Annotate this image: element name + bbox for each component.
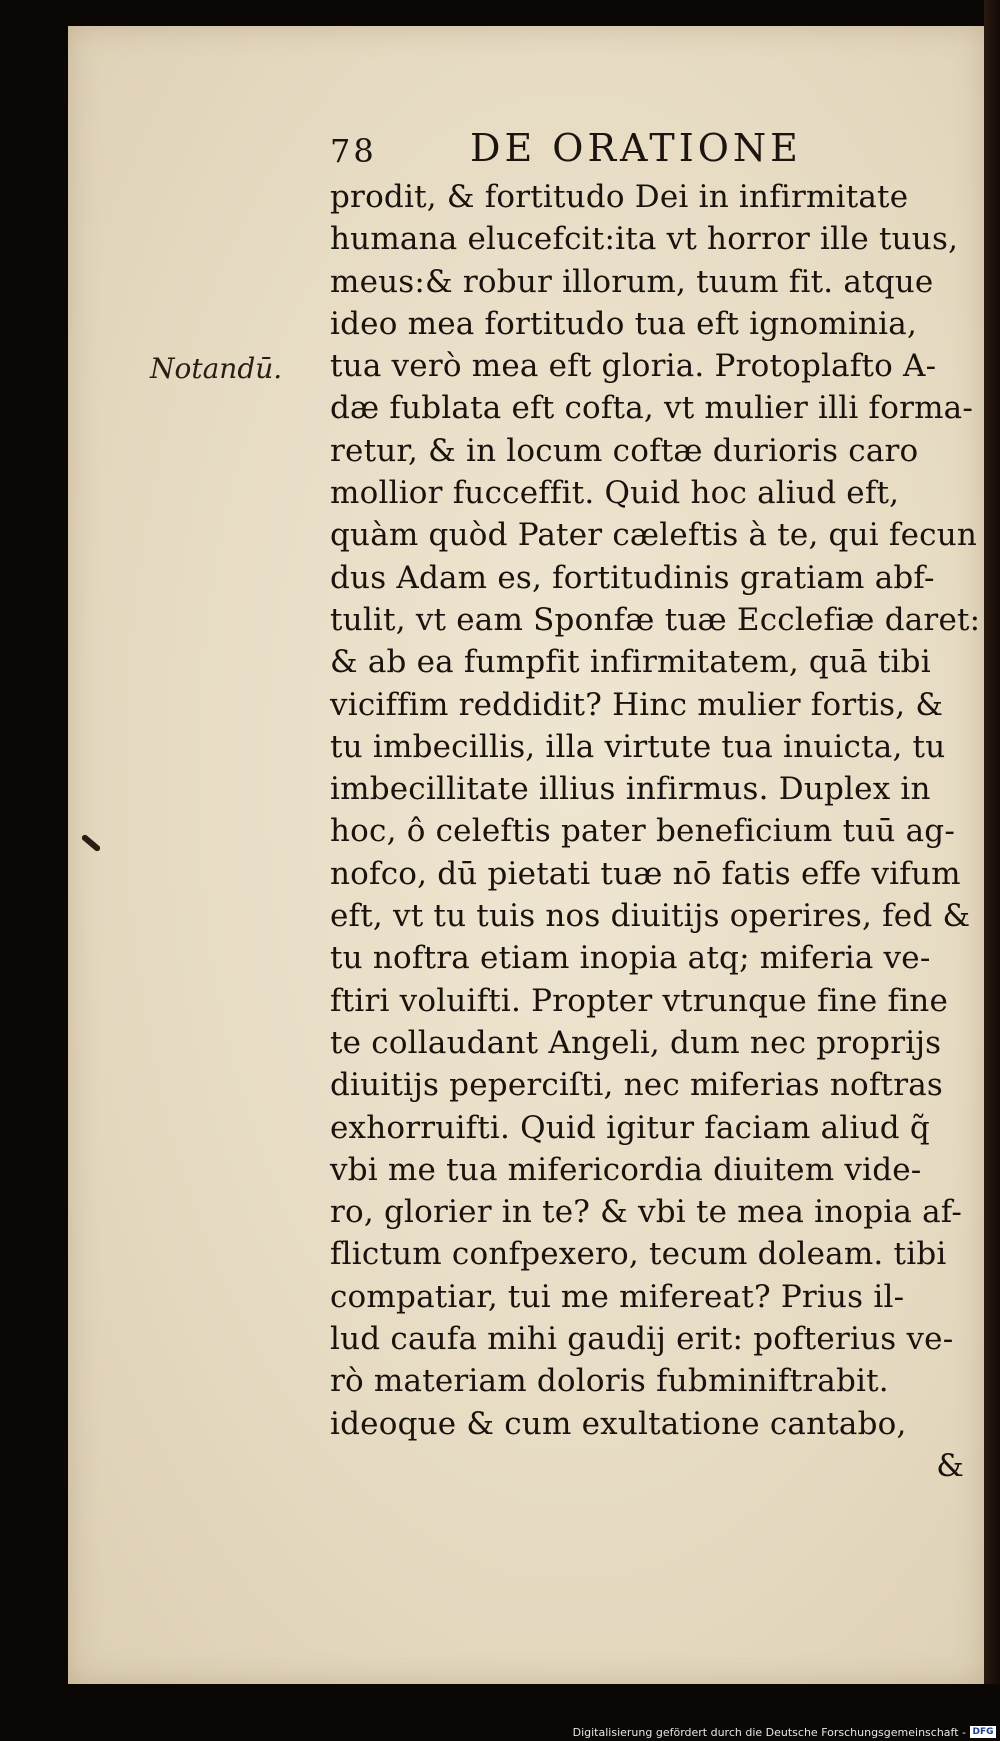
running-title: DE ORATIONE (470, 126, 802, 170)
digitization-credit: Digitalisierung gefördert durch die Deutsche Forschungsgemeinschaft - (572, 1726, 966, 1739)
text-line: tulit, vt eam Sponfæ tuæ Ecclefiæ daret: (330, 601, 981, 638)
text-line: lud caufa mihi gaudij erit: pofterius ve- (330, 1321, 954, 1358)
text-line: prodit, & fortitudo Dei in infirmitate (330, 179, 909, 215)
page-number: 78 (330, 132, 377, 170)
text-line: quàm quòd Pater cæleftis à te, qui fecun (330, 517, 978, 554)
text-line: tu imbecillis, illa virtute tua inuicta, tu (330, 728, 946, 765)
book-spine-edge (984, 0, 1000, 1741)
text-line: ftiri voluifti. Propter vtrunque fine fine (330, 982, 949, 1019)
text-line: tu noftra etiam inopia atq; miferia ve- (330, 940, 931, 977)
text-line: hoc, ô celeftis pater beneficium tuū ag- (330, 813, 956, 850)
text-line: dæ fublata eft cofta, vt mulier illi forma- (330, 390, 974, 427)
text-line: ro, glorier in te? & vbi te mea inopia af- (330, 1194, 963, 1231)
text-line: te collaudant Angeli, dum nec proprijs (330, 1024, 942, 1061)
body-text (330, 176, 981, 1487)
text-line: mollior fucceffit. Quid hoc aliud eft, (330, 475, 900, 512)
text-line: ideoque & cum exultatione cantabo, (330, 1405, 907, 1442)
text-line: ideo mea fortitudo tua eft ignominia, (330, 305, 918, 342)
text-line: & ab ea fumpfit infirmitatem, quā tibi (330, 644, 931, 681)
text-line: tua verò mea eft gloria. Protoplafto A- (330, 348, 937, 385)
text-line: nofco, dū pietati tuæ nō fatis effe vifum (330, 855, 961, 892)
text-line: compatiar, tui me mifereat? Prius il- (330, 1278, 905, 1315)
text-line: retur, & in locum coftæ durioris caro (330, 432, 919, 469)
page-bottom-edge (60, 1684, 1000, 1724)
running-header (330, 126, 970, 174)
dfg-logo-icon: DFG (970, 1726, 996, 1738)
text-line: flictum confpexero, tecum doleam. tibi (330, 1236, 947, 1273)
text-line: meus:& robur illorum, tuum fit. atque (330, 263, 934, 300)
margin-note: Notandū. (150, 352, 283, 385)
text-line: rò materiam doloris fubminiftrabit. (330, 1363, 889, 1400)
text-line: imbecillitate illius infirmus. Duplex in (330, 771, 931, 808)
text-line: dus Adam es, fortitudinis gratiam abf- (330, 559, 935, 596)
text-line: exhorruifti. Quid igitur faciam aliud q̃ (330, 1109, 930, 1146)
text-line: humana elucefcit:ita vt horror ille tuus, (330, 221, 959, 258)
text-line: eft, vt tu tuis nos diuitijs operires, fed & (330, 898, 971, 935)
text-line: viciffim reddidit? Hinc mulier fortis, & (330, 686, 944, 723)
catchword: & (936, 1447, 964, 1484)
text-line: diuitijs peperciſti, nec miferias noftras (330, 1067, 944, 1104)
text-line: vbi me tua mifericordia diuitem vide- (330, 1151, 922, 1188)
